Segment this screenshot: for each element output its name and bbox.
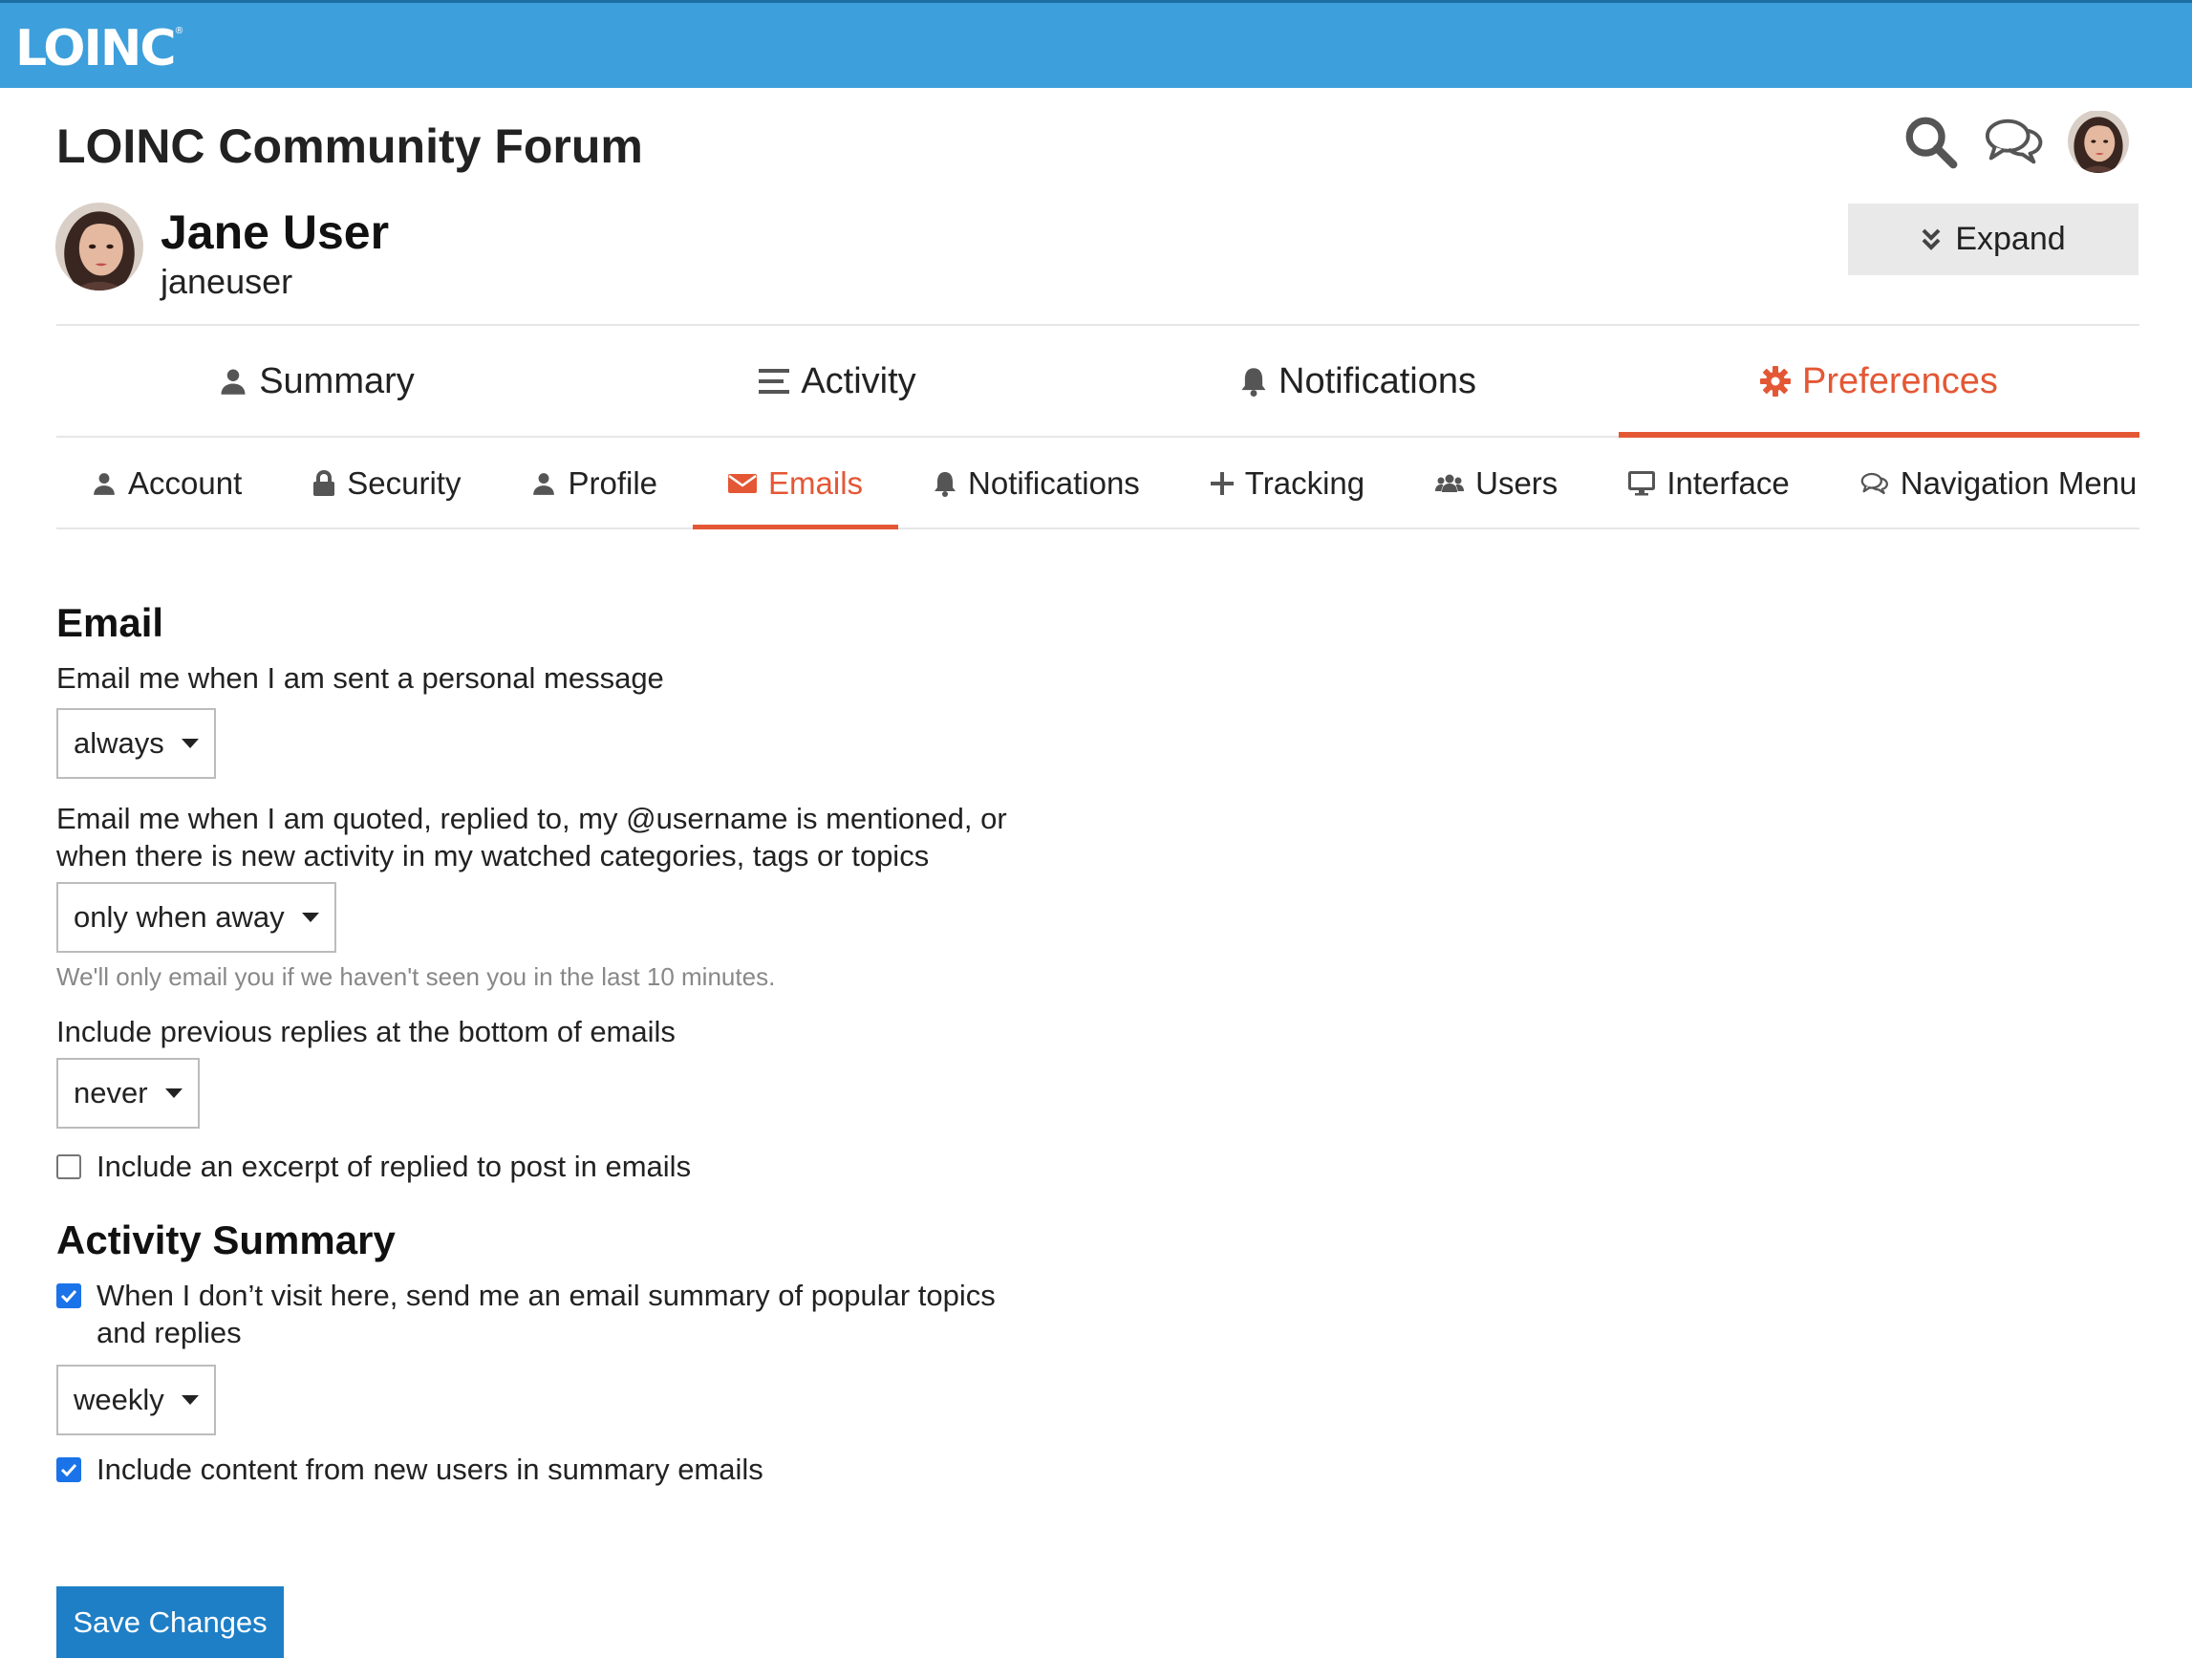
activity-summary-title: Activity Summary [56, 1217, 396, 1262]
checkmark-icon [60, 1463, 77, 1476]
caret-down-icon [182, 1395, 199, 1405]
brand-bar [0, 0, 2192, 88]
subtab-security-label: Security [347, 465, 462, 501]
subtab-profile[interactable] [496, 440, 693, 528]
excerpt-label: Include an excerpt of replied to post in emails [97, 1150, 692, 1183]
subtab-notifications[interactable] [898, 440, 1175, 528]
new-users-label: Include content from new users in summary emails [97, 1453, 763, 1486]
checkmark-icon [60, 1289, 77, 1303]
user-icon [219, 366, 247, 397]
mentions-select[interactable] [56, 882, 336, 953]
user-icon [92, 470, 117, 497]
mentions-hint: We'll only email you if we haven't seen you in the last 10 minutes. [56, 962, 776, 991]
header-icons [1900, 111, 2129, 172]
previous-replies-value: never [74, 1076, 148, 1109]
subtab-account-label: Account [128, 465, 243, 501]
forum-title[interactable]: LOINC Community Forum [56, 119, 643, 173]
mentions-label [56, 800, 1107, 874]
new-users-option [56, 1451, 1107, 1488]
chat-button[interactable] [1984, 111, 2045, 172]
users-icon [1435, 473, 1464, 494]
subtab-tracking-label: Tracking [1244, 465, 1365, 501]
gear-icon [1760, 366, 1791, 397]
subtab-navigation-menu[interactable] [1825, 440, 2173, 528]
personal-message-select[interactable] [56, 708, 216, 779]
digest-frequency-value: weekly [74, 1383, 164, 1416]
excerpt-checkbox[interactable] [56, 1154, 81, 1179]
caret-down-icon [182, 739, 199, 748]
previous-replies-select[interactable] [56, 1058, 200, 1129]
mentions-value: only when away [74, 900, 285, 934]
subtab-tracking[interactable] [1175, 440, 1400, 528]
preferences-subnav [56, 440, 2139, 529]
user-menu-button[interactable] [2068, 111, 2129, 172]
user-username: janeuser [161, 262, 293, 301]
email-section-title: Email [56, 600, 164, 645]
subtab-interface-label: Interface [1666, 465, 1790, 501]
save-changes-button[interactable]: Save Changes [56, 1586, 284, 1658]
subtab-security[interactable] [277, 440, 496, 528]
user-avatar[interactable] [55, 203, 143, 291]
tab-notifications-label: Notifications [1279, 360, 1476, 401]
list-icon [759, 367, 789, 396]
caret-down-icon [302, 913, 319, 922]
comments-icon [1984, 117, 2045, 166]
tab-preferences-label: Preferences [1802, 360, 1998, 401]
bell-icon [934, 470, 956, 497]
plus-icon [1211, 472, 1234, 495]
digest-frequency-select[interactable] [56, 1365, 216, 1435]
personal-message-value: always [74, 726, 164, 760]
subtab-profile-label: Profile [568, 465, 658, 501]
mentions-label-line2: when there is new activity in my watched categories, tags or topics [56, 839, 930, 872]
previous-replies-label: Include previous replies at the bottom of emails [56, 1015, 676, 1048]
logo-mark: ® [174, 26, 184, 36]
expand-button[interactable] [1848, 204, 2138, 275]
digest-label-line2: and replies [97, 1316, 242, 1349]
mentions-label-line1: Email me when I am quoted, replied to, my @username is mentioned, or [56, 802, 1007, 835]
divider [56, 324, 2139, 326]
logo-text: LOINC [15, 20, 175, 77]
loinc-logo[interactable] [15, 20, 184, 77]
email-preferences-form [56, 592, 1107, 1488]
primary-nav [56, 327, 2139, 438]
digest-checkbox[interactable] [56, 1283, 81, 1308]
bell-icon [1240, 366, 1267, 397]
avatar [2068, 110, 2129, 173]
subtab-notifications-label: Notifications [968, 465, 1140, 501]
subtab-interface[interactable] [1593, 440, 1824, 528]
caret-down-icon [165, 1088, 183, 1098]
subtab-users-label: Users [1475, 465, 1558, 501]
expand-button-label: Expand [1955, 221, 2066, 257]
tab-activity-label: Activity [801, 360, 916, 401]
subtab-emails-label: Emails [768, 465, 864, 501]
search-icon [1902, 114, 1958, 169]
desktop-icon [1628, 471, 1655, 496]
tab-summary-label: Summary [259, 360, 415, 401]
subtab-account[interactable] [56, 440, 277, 528]
digest-option [56, 1277, 1107, 1351]
user-icon [531, 470, 556, 497]
excerpt-option [56, 1148, 1107, 1185]
subtab-users[interactable] [1400, 440, 1593, 528]
search-button[interactable] [1900, 111, 1961, 172]
digest-label [97, 1277, 996, 1351]
digest-label-line1: When I don’t visit here, send me an email summary of popular topics [97, 1279, 996, 1312]
personal-message-label: Email me when I am sent a personal message [56, 661, 664, 695]
comments-icon [1860, 472, 1889, 495]
envelope-icon [728, 472, 757, 495]
new-users-checkbox[interactable] [56, 1457, 81, 1482]
lock-icon [312, 470, 335, 497]
tab-notifications[interactable] [1098, 327, 1619, 436]
tab-preferences[interactable] [1619, 327, 2139, 436]
subtab-navigation-menu-label: Navigation Menu [1900, 465, 2138, 501]
double-chevron-down-icon [1921, 227, 1942, 252]
tab-summary[interactable] [56, 327, 577, 436]
user-display-name: Jane User [161, 205, 390, 259]
tab-activity[interactable] [577, 327, 1098, 436]
subtab-emails[interactable] [693, 440, 898, 528]
